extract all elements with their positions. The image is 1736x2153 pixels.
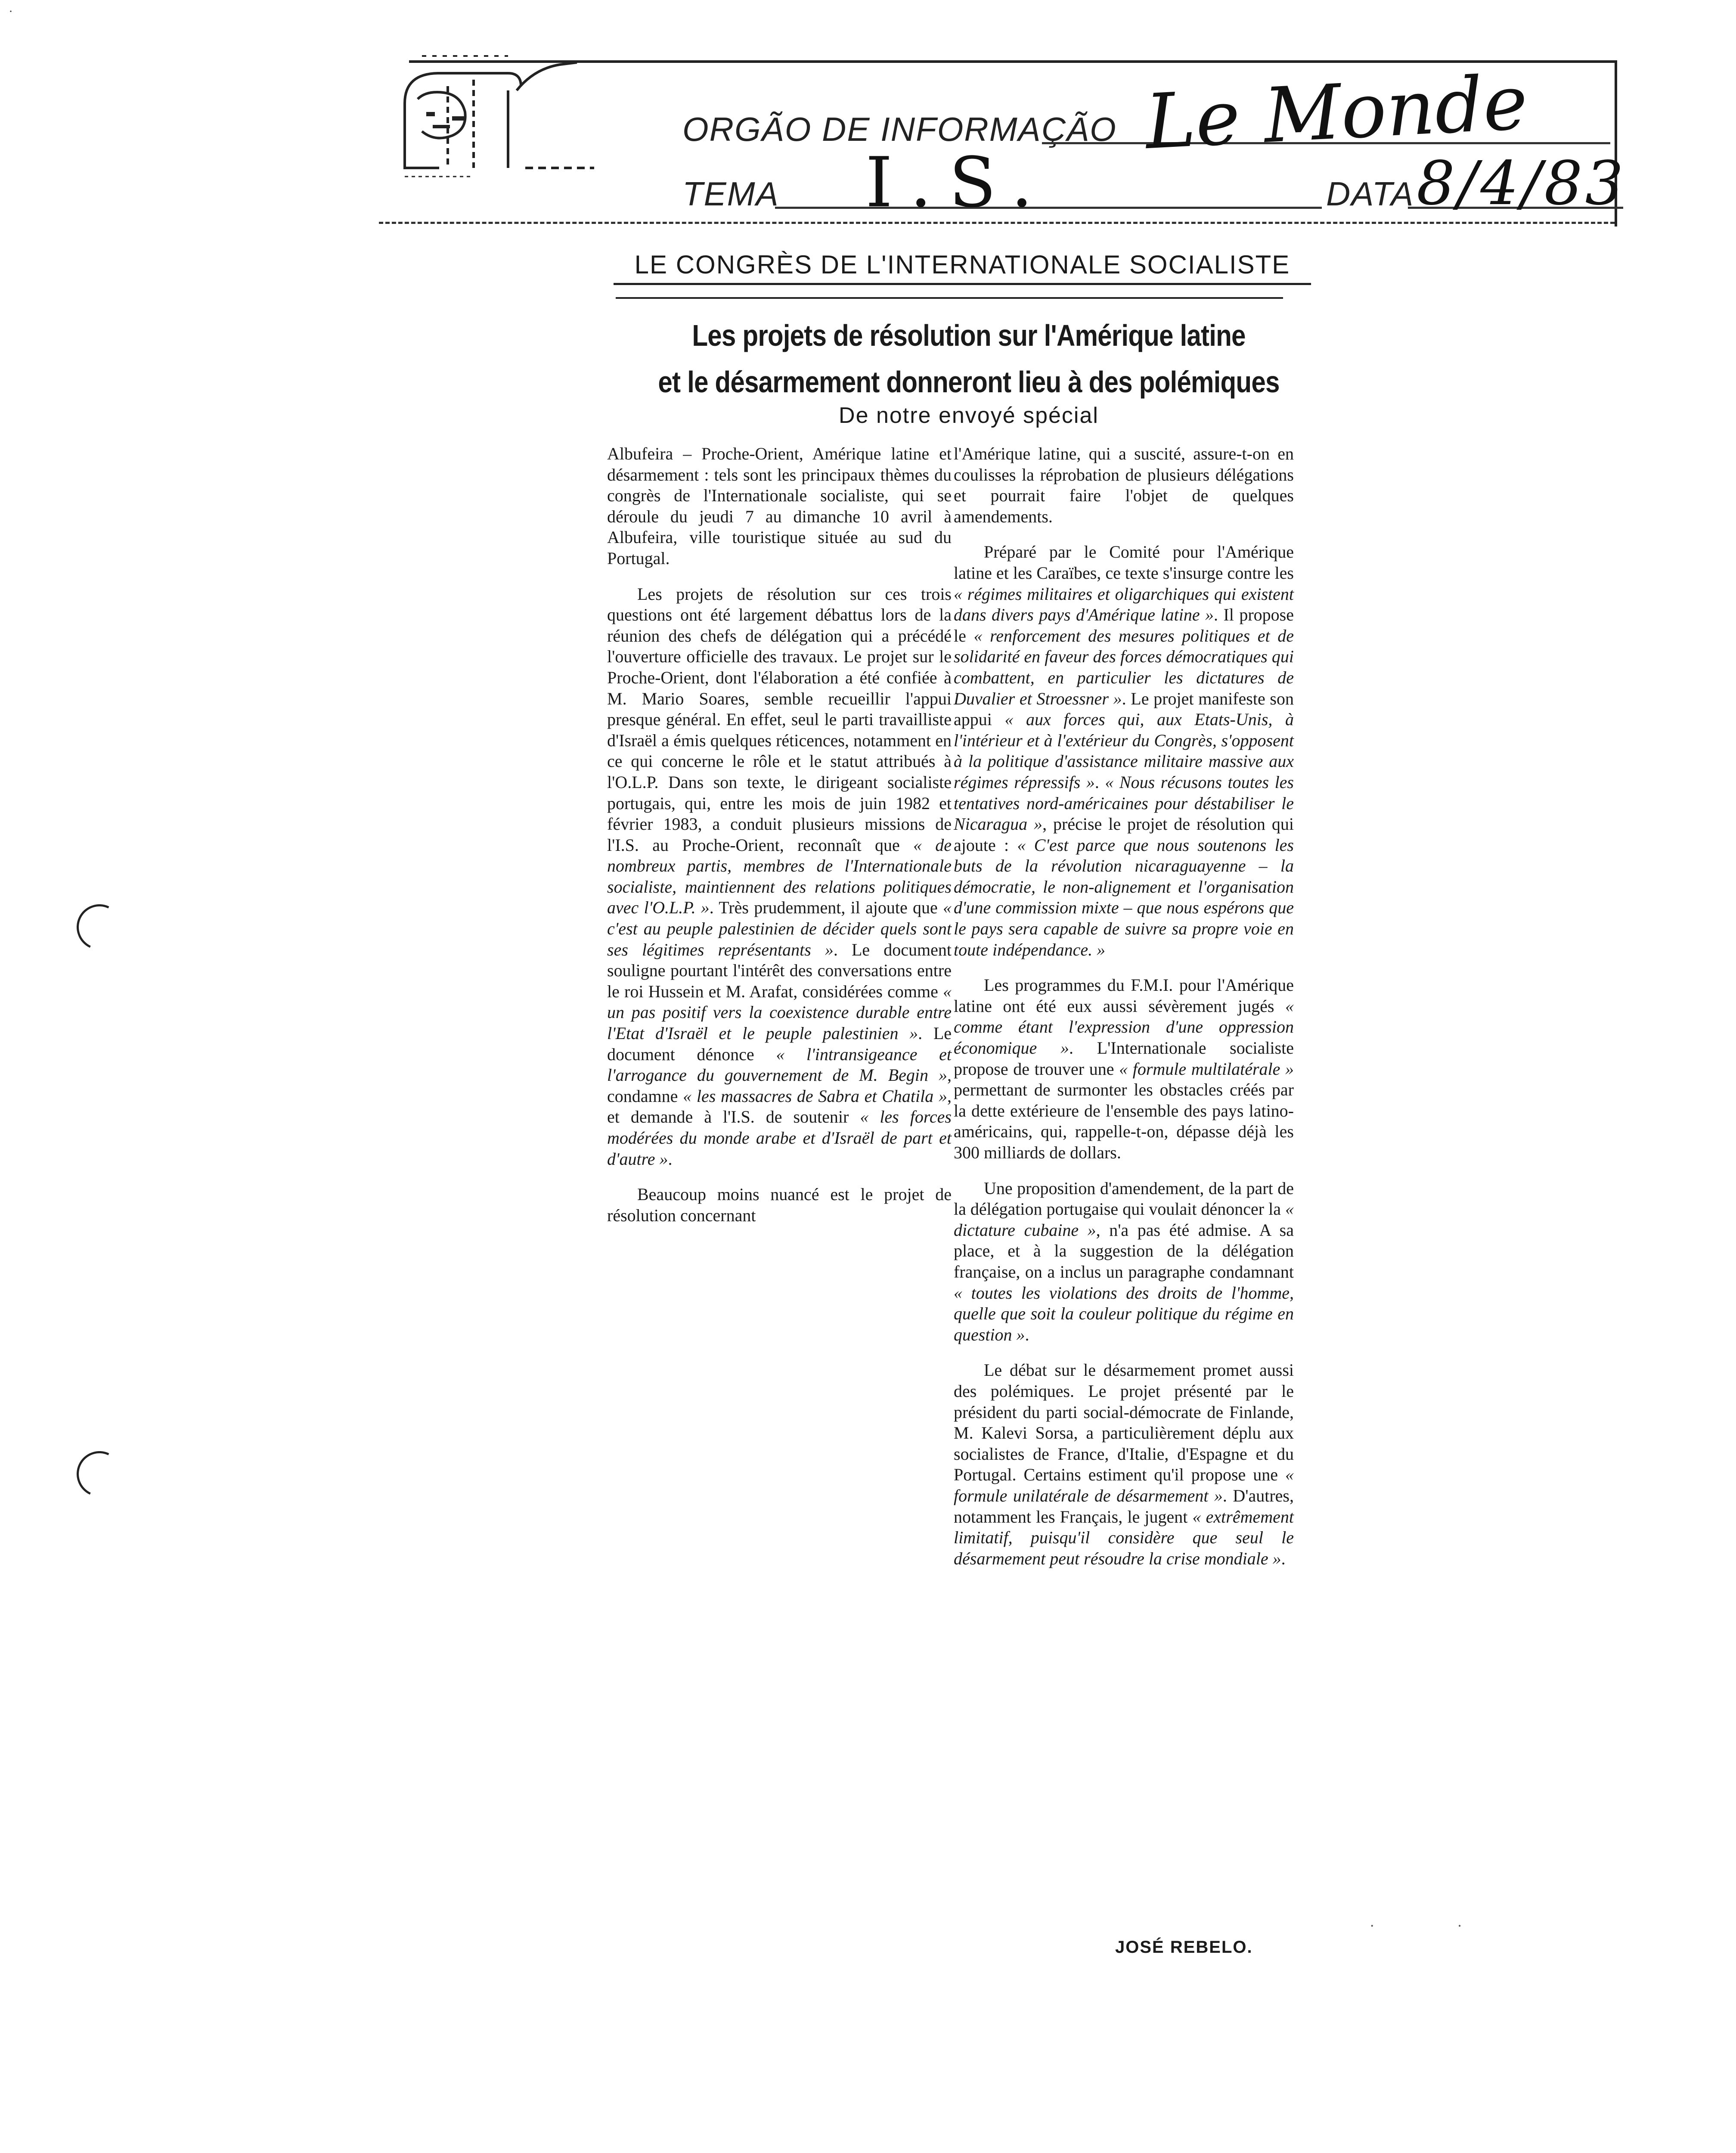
print-specks: ˙ ˙ bbox=[1369, 1921, 1501, 1940]
paragraph: Les projets de résolution sur ces trois questions ont été largement débattus lors de la réunion des chefs de délégation qui a précédé l'ouverture officielle des travaux. Le projet sur le Proche-Orient, dont l'élaboration a été confiée à M. Mario Soares, semble recueillir l'appui presque général. En effet, seul le parti travailliste d'Israël a émis quelques réticences, notamment en ce qui concerne le rôle et le statut attribués à l'O.L.P. Dans son texte, le dirigeant socialiste portugais, qui, entre les mois de juin 1982 et février 1983, a conduit plusieurs missions de l'I.S. au Proche-Orient, reconnaît que « de nombreux partis, membres de l'Internationale socialiste, maintiennent des relations politiques avec l'O.L.P. ». Très prudemment, il ajoute que « c'est au peuple palestinien de décider quels sont ses légitimes représentants ». Le document souligne pourtant l'intérêt des conversations entre le roi Hussein et M. Arafat, considérées comme « un pas positif vers la coexistence durable entre l'Etat d'Israël et le peuple palestinien ». Le document dénonce « l'intransigeance et l'arrogance du gouvernement de M. Begin », condamne « les massacres de Sabra et Chatila », et demande à l'I.S. de soutenir « les forces modérées du monde arabe et d'Israël de part et d'autre ». bbox=[607, 584, 952, 1169]
paragraph: Beaucoup moins nuancé est le projet de résolution concernant bbox=[607, 1185, 952, 1225]
corner-mark: · bbox=[9, 4, 13, 19]
headline-line-2: et le désarmement donneront lieu à des polémiques bbox=[658, 365, 1280, 399]
kicker-rule bbox=[616, 297, 1283, 299]
article-signature: JOSÉ REBELO. bbox=[1115, 1938, 1253, 1957]
article-column-left bbox=[607, 444, 952, 1241]
paragraph: l'Amérique latine, qui a suscité, assure-t-on en coulisses la réprobation de plusieurs délégations et pourrait faire l'objet de quelques amendements. bbox=[954, 444, 1294, 526]
tema-value: I.S. bbox=[865, 142, 1050, 223]
orgao-value: Le Monde bbox=[1143, 59, 1530, 167]
paragraph: Le débat sur le désarmement promet aussi des polémiques. Le projet présenté par le président du parti social-démocrate de Finlande, M. Kalevi Sorsa, a particulièrement déplu aux socialistes de France, d'Italie, d'Espagne et du Portugal. Certains estiment qu'il propose une « formule unilatérale de désarmement ». D'autres, notamment les Français, le jugent « extrêmement limitatif, puisqu'il considère que seul le désarmement peut résoudre la crise mondiale ». bbox=[954, 1360, 1294, 1568]
article-headline bbox=[617, 312, 1321, 405]
article-column-right bbox=[954, 444, 1294, 1584]
article-byline: De notre envoyé spécial bbox=[839, 403, 1099, 428]
paragraph: Une proposition d'amendement, de la part de la délégation portugaise qui voulait dénoncer la « dictature cubaine », n'a pas été admise. A sa place, et à la suggestion de la délégation française, on a inclus un paragraphe condamnant « toutes les violations des droits de l'homme, quelle que soit la couleur politique du régime en question ». bbox=[954, 1178, 1294, 1344]
punch-hole-icon bbox=[70, 898, 129, 956]
article-kicker: LE CONGRÈS DE L'INTERNATIONALE SOCIALISTE bbox=[614, 250, 1311, 285]
paragraph: Les programmes du F.M.I. pour l'Amérique latine ont été eux aussi sévèrement jugés « comme étant l'expression d'une oppression économique ». L'Internationale socialiste propose de trouver une « formule multilatérale » permettant de surmonter les obstacles créés par la dette extérieure de l'ensemble des pays latino-américains, qui, rappelle-t-on, dépasse déjà les 300 milliards de dollars. bbox=[954, 975, 1294, 1162]
data-value: 8/4/83 bbox=[1417, 149, 1626, 219]
tema-label: TEMA bbox=[682, 175, 779, 213]
data-label: DATA bbox=[1326, 175, 1414, 213]
headline-line-1: Les projets de résolution sur l'Amérique latine bbox=[692, 319, 1246, 352]
orgao-label: ORGÃO DE INFORMAÇÃO bbox=[682, 110, 1117, 148]
punch-hole-icon bbox=[70, 1445, 129, 1503]
paragraph: Albufeira – Proche-Orient, Amérique latine et désarmement : tels sont les principaux thèmes du congrès de l'Internationale socialiste, qui se déroule du jeudi 7 au dimanche 10 avril à Albufeira, ville touristique située au sud du Portugal. bbox=[607, 444, 952, 568]
paragraph: Préparé par le Comité pour l'Amérique latine et les Caraïbes, ce texte s'insurge contre les « régimes militaires et oligarchiques qui existent dans divers pays d'Amérique latine ». Il propose le « renforcement des mesures politiques et de solidarité en faveur des forces démocratiques qui combattent, en particulier les dictatures de Duvalier et Stroessner ». Le projet manifeste son appui « aux forces qui, aux Etats-Unis, à l'intérieur et à l'extérieur du Congrès, s'opposent à la politique d'assistance militaire massive aux régimes répressifs ». « Nous récusons toutes les tentatives nord-américaines pour déstabiliser le Nicaragua », précise le projet de résolution qui ajoute : « C'est parce que nous soutenons les buts de la révolution nicaraguayenne – la démocratie, le non-alignement et l'organisation d'une commission mixte – que nous espérons que le pays sera capable de suivre sa propre voie en toute indépendance. » bbox=[954, 542, 1294, 959]
